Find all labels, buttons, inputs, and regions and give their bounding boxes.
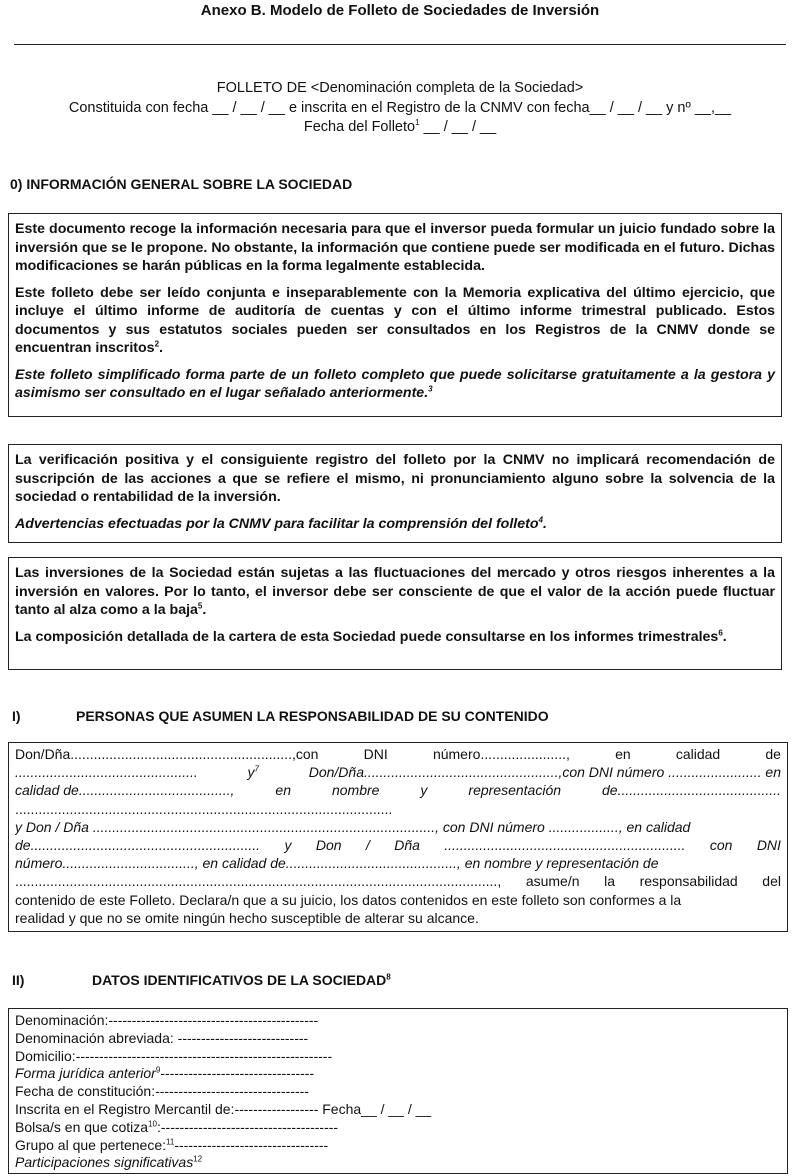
general-info-paragraph: Este folleto debe ser leído conjunta e inseparablemente con la Memoria explicativa del último ejercicio, que incluye el último informe de auditoría de cuentas y con el último informe trimestral publicado. Estos documentos y sus estatutos sociales pueden ser consultados en los Registros de la CNMV donde se encuentran inscritos$^2$. — [15, 284, 775, 356]
folleto-date-line — [0, 119, 800, 135]
section-2-number: II) — [12, 972, 25, 988]
company-data-row: Fecha de constitución:--------------------------------- — [15, 1083, 309, 1100]
footnote-ref: 5 — [197, 601, 203, 611]
footnote-ref: 1 — [415, 118, 420, 128]
responsibility-line: Don/Dña.........................................................,con DNI número......................, en calidad de — [15, 746, 781, 762]
responsibility-line: contenido de este Folleto. Declara/n que a su juicio, los datos contenidos en este folleto son conformes a la — [15, 891, 682, 908]
constitution-line: Constituida con fecha __ / __ / __ e inscrita en el Registro de la CNMV con fecha__ / __ / __ y nº __,__ — [68, 100, 732, 116]
annex-title: Anexo B. Modelo de Folleto de Sociedades de Inversión — [200, 2, 600, 19]
footnote-ref: 7 — [254, 764, 259, 774]
general-info-box — [8, 213, 782, 417]
folleto-date-value: __ / __ / __ — [419, 119, 497, 135]
footnote-ref: 6 — [718, 627, 723, 637]
responsibility-line: ............................................................................................................................, asume/n la responsabilidad del — [15, 873, 781, 890]
risk-paragraph: Las inversiones de la Sociedad están sujetas a las fluctuaciones del mercado y otros riesgos inherentes a la inversión en valores. Por lo tanto, el inversor debe ser consciente de que el valor de la acción puede fluctuar tanto al alza como a la baja$^5$. — [15, 565, 775, 618]
footnote-ref: 2 — [154, 339, 160, 349]
responsibility-line: número.................................., en calidad de............................................, en nombre y representación de — [15, 855, 659, 872]
section-0-heading: 0) INFORMACIÓN GENERAL SOBRE LA SOCIEDAD — [10, 176, 353, 192]
company-data-row: Inscrita en el Registro Mercantil de:------------------ Fecha__ / __ / __ — [15, 1100, 432, 1117]
folleto-date-label: Fecha del Folleto — [303, 119, 416, 135]
verification-box — [8, 444, 782, 543]
company-data-row: Denominación abreviada: ---------------------------- — [15, 1029, 309, 1046]
verification-paragraph: La verificación positiva y el consiguiente registro del folleto por la CNMV no implicará recomendación de suscripción de las acciones a que se refiere el mismo, ni pronunciamiento alguno sobre la solvencia de la sociedad o rentabilidad de la inversión. — [15, 452, 775, 505]
company-data-row: Grupo al que pertenece:$^{11}$--------------------------------- — [15, 1136, 329, 1153]
company-data-row: Forma jurídica anterior$^9$--------------------------------- — [15, 1065, 315, 1082]
footnote-ref: 12 — [193, 1154, 203, 1164]
responsibility-line: ............................................... $y^7$ Don/Dña..................................................,con DNI número ........................ en — [15, 764, 781, 781]
section-1-heading: PERSONAS QUE ASUMEN LA RESPONSABILIDAD DE SU CONTENIDO — [76, 708, 549, 724]
general-info-paragraph: Este documento recoge la información necesaria para que el inversor pueda formular un juicio fundado sobre la inversión que se le propone. No obstante, la información que contiene puede ser modificada en el futuro. Dichas modificaciones se harán públicas en la forma legalmente establecida. — [15, 221, 775, 274]
company-data-box — [8, 1008, 788, 1174]
risk-box — [8, 557, 782, 670]
footnote-ref: 10 — [148, 1119, 157, 1129]
folleto-title: FOLLETO DE <Denominación completa de la Sociedad> — [216, 80, 584, 96]
footnote-ref: 11 — [166, 1136, 175, 1146]
company-data-row: Domicilio:------------------------------------------------------- — [15, 1047, 333, 1064]
responsibility-line: y Don / Dña ........................................................................................, con DNI número .................., en calidad — [15, 818, 691, 835]
company-data-row: Participaciones significativas$^{12}$ — [15, 1154, 203, 1171]
responsibility-line: realidad y que no se omite ningún hecho susceptible de alterar su alcance. — [15, 909, 479, 926]
footnote-ref: 4 — [538, 514, 543, 524]
section-1-number: I) — [12, 708, 21, 724]
footnote-ref: 9 — [155, 1065, 161, 1075]
company-data-row: Bolsa/s en que cotiza$^{10}$:-------------------------------------- — [15, 1118, 339, 1135]
responsibility-line: de........................................................... y Don / Dña .............................................................. con DNI — [15, 837, 781, 854]
responsibility-box — [8, 742, 788, 932]
footnote-ref: 3 — [428, 384, 433, 394]
footnote-ref: 8 — [386, 972, 391, 982]
portfolio-paragraph: La composición detallada de la cartera de esta Sociedad puede consultarse en los informes trimestrales$^6$. — [15, 627, 727, 645]
header-divider — [14, 44, 786, 45]
responsibility-line: ................................................................................................. — [15, 800, 393, 817]
section-2-heading: DATOS IDENTIFICATIVOS DE LA SOCIEDAD$^8$ — [92, 972, 391, 988]
cnmv-warnings-paragraph: Advertencias efectuadas por la CNMV para facilitar la comprensión del folleto$^4$. — [15, 514, 547, 532]
company-data-row: Denominación:--------------------------------------------- — [15, 1012, 319, 1028]
responsibility-line: calidad de......................................., en nombre y representación de.......................................... — [15, 782, 781, 799]
general-info-paragraph: Este folleto simplificado forma parte de un folleto completo que puede solicitarse gratuitamente a la gestora y asimismo ser consultado en el lugar señalado anteriormente.$^3$ — [15, 366, 775, 401]
